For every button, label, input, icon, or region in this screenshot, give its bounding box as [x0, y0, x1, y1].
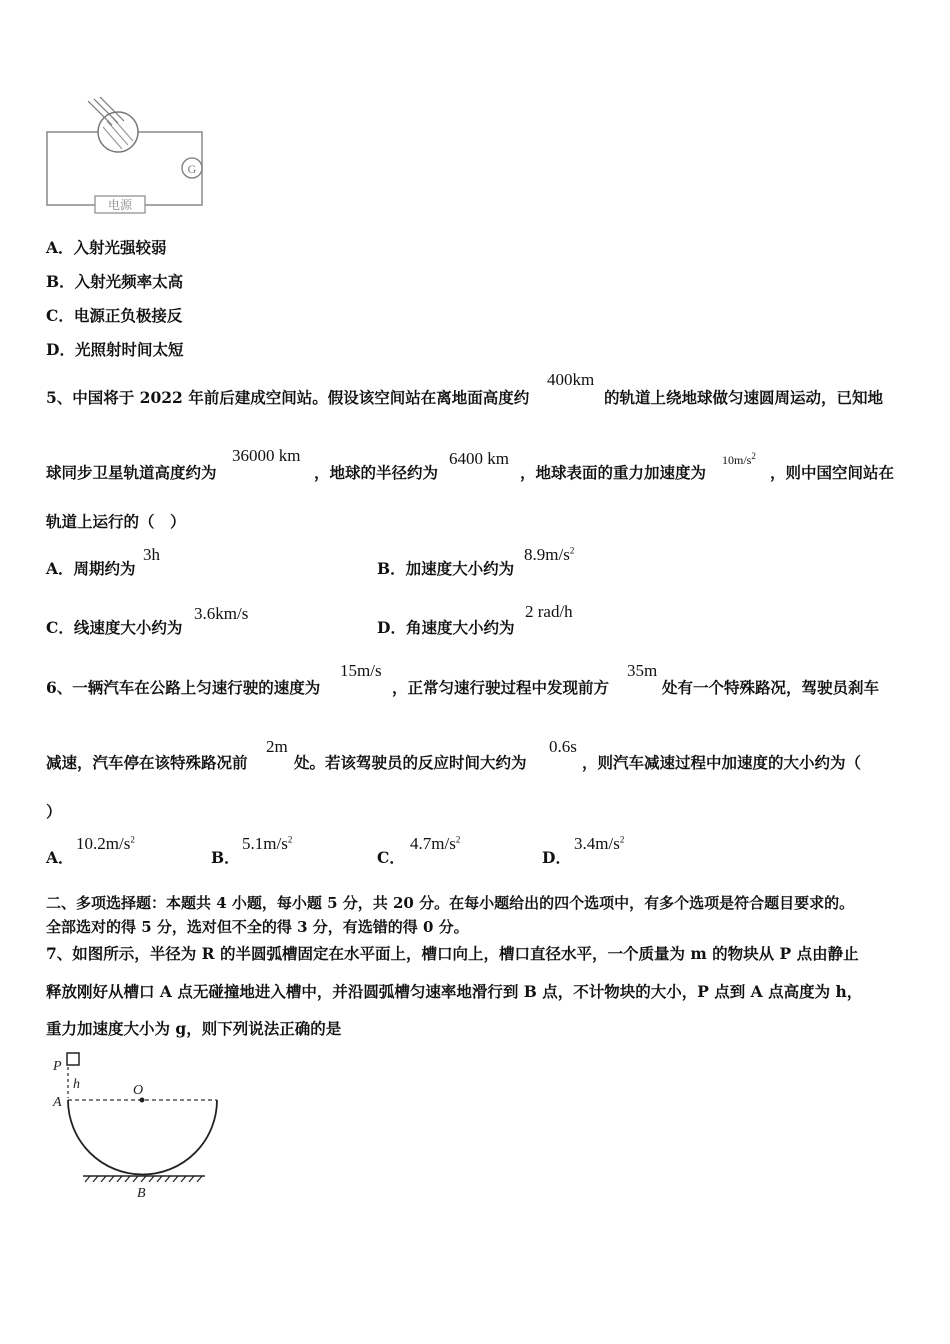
q6-stem-line1c: 处有一个特殊路况，驾驶员刹车 [662, 678, 880, 697]
semicircle-groove-figure [45, 1050, 225, 1205]
photoelectric-circuit-figure [40, 95, 215, 220]
q7-stem-line2: 释放刚好从槽口 A 点无碰撞地进入槽中，并沿圆弧槽匀速率地滑行到 B 点，不计物块的大小，P 点到 A 点高度为 h， [46, 982, 863, 1001]
q6-distance: 35m [627, 661, 658, 680]
q6-option-c-value: $4.7m/s^2$ [410, 834, 461, 853]
q6-option-d-value: $3.4m/s^2$ [574, 834, 625, 853]
q6-stop-distance: 2m [266, 737, 288, 756]
q6-option-b-value: $5.1m/s^2$ [242, 834, 293, 853]
q5-option-d-value: 2 rad/h [525, 602, 573, 621]
q6-option-a[interactable]: A． [46, 848, 74, 867]
ground-hatch [85, 1176, 202, 1182]
q7-stem-line3: 重力加速度大小为 g，则下列说法正确的是 [46, 1019, 342, 1038]
q6-stem-line2b: 处。若该驾驶员的反应时间大约为 [294, 753, 527, 772]
q5-stem-line1b: 的轨道上绕地球做匀速圆周运动，已知地 [604, 388, 884, 407]
q6-option-c[interactable]: C． [377, 848, 405, 867]
q5-option-b[interactable]: B．加速度大小约为 [377, 559, 515, 578]
q6-option-d[interactable]: D． [542, 848, 571, 867]
q5-earth-radius: 6400 km [449, 449, 509, 468]
q6-stem-line1a: 6、一辆汽车在公路上匀速行驶的速度为 [46, 678, 321, 697]
center-o-point [140, 1098, 145, 1103]
q6-reaction-time: 0.6s [549, 737, 577, 756]
q6-stem-line2a: 减速，汽车停在该特殊路况前 [46, 753, 248, 772]
q4-option-a[interactable]: A．入射光强较弱 [46, 238, 167, 257]
q5-stem-line2b: ，地球的半径约为 [314, 463, 439, 482]
q5-option-a-value: 3h [143, 545, 160, 564]
q5-option-c-value: 3.6km/s [194, 604, 249, 623]
q5-stem-line2d: ，则中国空间站在 [770, 463, 895, 482]
section2-header-line1: 二、多项选择题：本题共 4 小题，每小题 5 分，共 20 分。在每小题给出的四个选项中，有多个选项是符合题目要求的。 [46, 894, 855, 912]
q4-option-d[interactable]: D．光照射时间太短 [46, 340, 184, 359]
q5-stem-line1a: 5、中国将于 2022 年前后建成空间站。假设该空间站在离地面高度约 [46, 388, 530, 407]
q6-stem-line1b: ，正常匀速行驶过程中发现前方 [392, 678, 610, 697]
label-a: A [53, 1095, 62, 1110]
block-p [67, 1053, 79, 1065]
semicircle-arc [68, 1100, 217, 1175]
q5-sync-height: 36000 km [232, 446, 301, 465]
q4-option-c[interactable]: C．电源正负极接反 [46, 306, 183, 325]
q6-option-b[interactable]: B． [211, 848, 240, 867]
label-p: P [53, 1059, 62, 1074]
q6-stem-line2c-text: ，则汽车减速过程中加速度的大小约为（ [582, 753, 862, 772]
q5-option-a[interactable]: A．周期约为 [46, 559, 136, 578]
q5-stem-line3: 轨道上运行的（ ） [46, 512, 186, 531]
q5-orbit-height: 400km [547, 370, 595, 389]
section2-header-line2: 全部选对的得 5 分，选对但不全的得 3 分，有选错的得 0 分。 [46, 918, 469, 936]
q5-option-d[interactable]: D．角速度大小约为 [377, 618, 515, 637]
q6-speed: 15m/s [340, 661, 382, 680]
power-source-label: 电源 [107, 198, 133, 212]
q6-option-a-value: $10.2m/s^2$ [76, 834, 135, 853]
q5-stem-line2a: 球同步卫星轨道高度约为 [46, 463, 217, 482]
q5-stem-line2c: ，地球表面的重力加速度为 [520, 463, 707, 482]
q5-option-b-value: $8.9m/s^2$ [524, 545, 575, 564]
q5-option-c[interactable]: C．线速度大小约为 [46, 618, 183, 637]
label-h: h [73, 1077, 80, 1092]
galvanometer-label: G [187, 162, 197, 176]
q7-stem-line1: 7、如图所示，半径为 R 的半圆弧槽固定在水平面上，槽口向上，槽口直径水平，一个质量为 m 的物块从 P 点由静止 [46, 944, 859, 963]
q5-gravity-value: $10m/s^2$ [722, 451, 756, 467]
q4-option-b[interactable]: B．入射光频率太高 [46, 272, 184, 291]
q6-stem-line3: ） [46, 802, 62, 821]
label-b: B [137, 1186, 146, 1201]
label-o: O [133, 1083, 144, 1098]
